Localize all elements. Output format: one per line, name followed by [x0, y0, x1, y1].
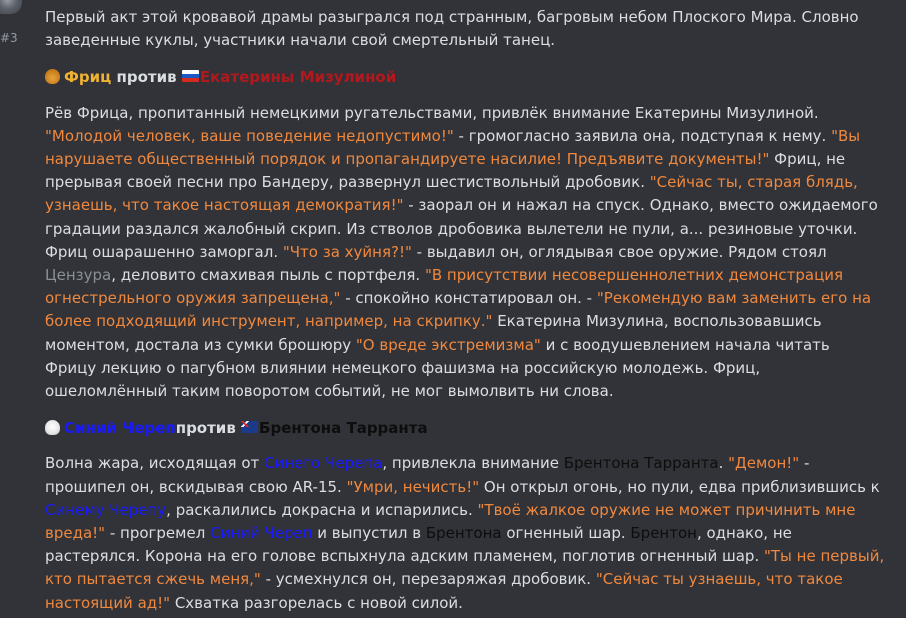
message-number: #3 — [0, 31, 18, 45]
quote-text: "Ты не первый, кто пытается сжечь меня," — [45, 547, 885, 589]
text-run: Волна жара, исходящая от — [45, 454, 265, 473]
australia-flag-icon — [241, 421, 258, 433]
text-run: - громогласно заявила она, подступая к нему. — [453, 126, 832, 145]
text-run: Фриц, не прерывая своей песни про Бандеру, развернул шестиствольный дробовик. — [45, 150, 846, 192]
avatar[interactable] — [0, 0, 22, 14]
name-mention: Брентона — [425, 524, 502, 543]
text-run: - усмехнулся он, перезаряжая дробовик. — [260, 570, 596, 589]
quote-text: "Твоё жалкое оружие не может причинить мне вреда!" — [45, 500, 856, 543]
name-mention: Цензура — [45, 266, 112, 285]
skull-icon — [45, 420, 60, 435]
battle1-heading — [45, 66, 885, 89]
text-run: , привлекла внимание — [382, 454, 564, 473]
quote-text: "Вы нарушаете общественный порядок и пропагандируете насилие! Предъявите документы!" — [45, 126, 861, 169]
battle2-versus: против — [175, 419, 236, 438]
name-mention: Синему Черепу — [45, 500, 167, 519]
quote-text: "О вреде экстремизма" — [355, 335, 541, 354]
battle2-fighter2: Брентона Тарранта — [259, 419, 428, 438]
battle1-fighter2: Екатерины Мизулиной — [199, 68, 397, 87]
text-run: - прошипел он, вскидывая свою AR-15. — [45, 454, 810, 496]
name-mention: Брентон — [630, 524, 697, 543]
text-run: и с воодушевлением начала читать Фрицу лекцию о пагубном влиянии немецкого фашизма на российскую молодежь. Фриц, ошеломлённый таким поворотом событий, не мог вымолвить ни слова. — [45, 335, 830, 401]
message-content — [45, 6, 885, 615]
name-mention: Синий Череп — [210, 524, 313, 543]
text-run: , раскалились докрасна и испарились. — [166, 500, 478, 519]
quote-text: "В присутствии несовершеннолетних демонстрация огнестрельного оружия запрещена," — [45, 266, 844, 308]
battle1-fighter1: Фриц — [64, 68, 112, 87]
quote-text: "Что за хуйня?!" — [282, 242, 412, 261]
text-run: Он открыл огонь, но пули, едва приблизившись к — [479, 477, 880, 496]
battle1-paragraph — [45, 102, 885, 404]
text-run: - заорал он и нажал на спуск. Однако, вместо ожидаемого градации раздался жалобный скрип. Из стволов дробовика вылетели не пули, а... резиновые уточки. Фриц ошарашенно заморгал. — [45, 196, 878, 261]
quote-text: "Рекомендую вам заменить его на более подходящий инструмент, например, на скрипку." — [45, 289, 872, 331]
name-mention: Брентона Тарранта — [563, 454, 719, 473]
battle2-fighter1: Синий Череп — [64, 419, 176, 438]
battle2-heading — [45, 417, 885, 440]
text-run: Первый акт этой кровавой драмы разыгрался под странным, багровым небом Плоского Мира. Словно заведенные куклы, участники начали свой смертельный танец. — [45, 8, 859, 50]
russia-flag-icon — [182, 70, 199, 82]
quote-text: "Сейчас ты узнаешь, что такое настоящий ад!" — [45, 570, 843, 612]
quote-text: "Сейчас ты, старая блядь, узнаешь, что такое настоящая демократия!" — [45, 173, 858, 215]
text-run: , однако, не растерялся. Корона на его голове вспыхнула адским пламенем, поглотив огненный шар. — [45, 524, 792, 566]
text-run: - прогремел — [105, 524, 211, 543]
text-run: . — [718, 454, 729, 473]
text-run: Рёв Фрица, пропитанный немецкими ругательствами, привлёк внимание Екатерины Мизулиной. — [45, 103, 819, 122]
text-run: , деловито смахивая пыль с портфеля. — [111, 266, 425, 285]
quote-text: "Демон!" — [728, 454, 800, 473]
quote-text: "Молодой человек, ваше поведение недопустимо!" — [45, 126, 454, 145]
text-run: Схватка разгорелась с новой силой. — [170, 593, 463, 612]
intro-paragraph — [45, 6, 885, 52]
quote-text: "Умри, нечисть!" — [346, 477, 480, 496]
text-run: - спокойно констатировал он. - — [340, 289, 597, 308]
text-run: Екатерина Мизулина, воспользовавшись моментом, достала из сумки брошюру — [45, 312, 822, 354]
moneybag-icon — [45, 69, 60, 84]
text-run: огненный шар. — [501, 524, 631, 543]
text-run: и выпустил в — [312, 524, 426, 543]
battle1-versus: против — [116, 68, 177, 87]
name-mention: Синего Черепа — [264, 454, 383, 473]
text-run: - выдавил он, оглядывая свое оружие. Рядом стоял — [411, 242, 827, 261]
battle2-paragraph — [45, 452, 885, 614]
